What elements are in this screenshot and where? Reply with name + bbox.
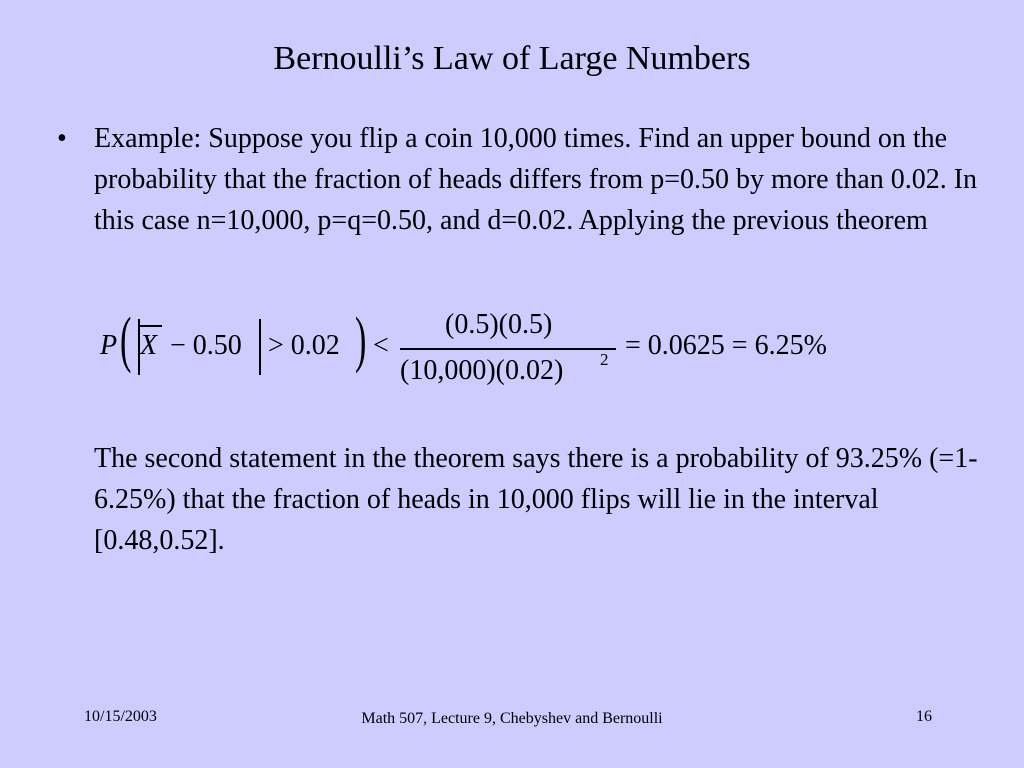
eq-denominator: (10,000)(0.02): [400, 355, 564, 386]
eq-p: P: [100, 330, 118, 361]
footer-course: Math 507, Lecture 9, Chebyshev and Bernoulli: [361, 710, 663, 727]
interpretation-text: The second statement in the theorem says there is a probability of 93.25% (=1-6.25%) that the fraction of heads in 10,000 flips will lie in the interval [0.48,0.52].: [94, 443, 978, 556]
footer-date: 10/15/2003: [84, 708, 157, 725]
eq-xbar-overline: [140, 325, 162, 327]
slide-title: Bernoulli’s Law of Large Numbers: [273, 40, 751, 77]
eq-right-paren: ): [355, 306, 367, 374]
example-text: Example: Suppose you flip a coin 10,000 times. Find an upper bound on the probability that the fraction of heads differs from p=0.50 by more than 0.02. In this case n=10,000, p=q=0.50, and d=0.02. Applying the previous theorem: [94, 123, 978, 236]
eq-fraction-bar: [400, 348, 616, 350]
eq-minus-term: − 0.50: [170, 330, 242, 361]
eq-lt: <: [373, 330, 389, 361]
eq-gt-term: > 0.02: [268, 330, 340, 361]
eq-exponent: 2: [600, 350, 609, 369]
footer-page-number: 16: [916, 708, 932, 725]
eq-abs-bar-right: [259, 319, 261, 375]
eq-numerator: (0.5)(0.5): [445, 309, 553, 340]
bullet-item: [57, 118, 997, 241]
eq-result: = 0.0625 = 6.25%: [625, 330, 827, 361]
probability-equation: [100, 303, 900, 393]
eq-xbar: X: [140, 330, 158, 361]
bullet-marker: •: [57, 123, 67, 154]
eq-left-paren: (: [120, 306, 132, 374]
